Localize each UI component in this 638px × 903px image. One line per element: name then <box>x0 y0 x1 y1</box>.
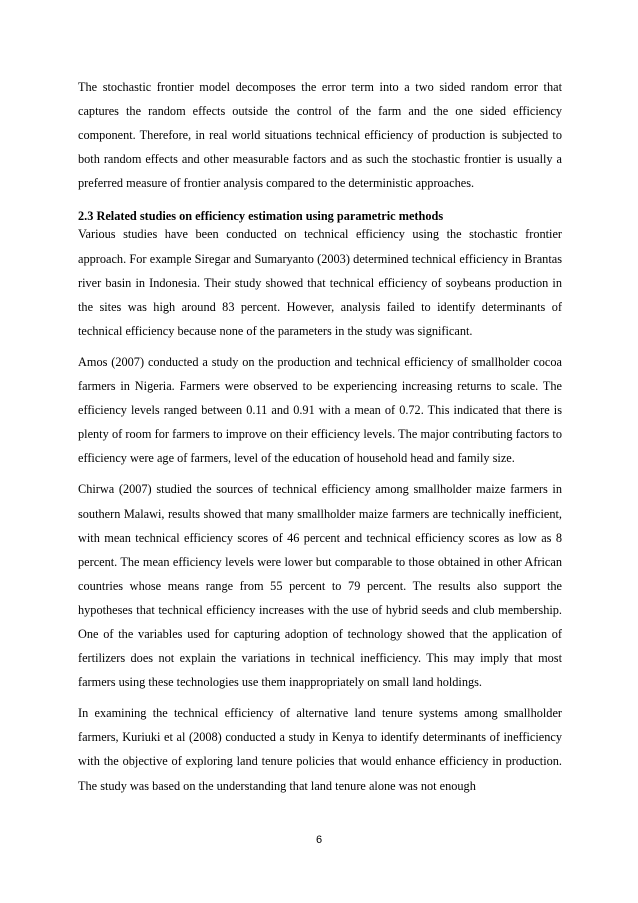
paragraph-amos: Amos (2007) conducted a study on the production and technical efficiency of smallholder cocoa farmers in Nigeria. Farmers were observed to be experiencing increasing returns to scale. The efficiency levels ranged between 0.11 and 0.91 with a mean of 0.72. This indicated that there is plenty of room for farmers to improve on their efficiency levels. The major contributing factors to efficiency were age of farmers, level of the education of household head and family size. <box>78 354 562 466</box>
paragraph-chirwa: Chirwa (2007) studied the sources of technical efficiency among smallholder maize farmers in southern Malawi, results showed that many smallholder maize farmers are technically inefficient, with mean technical efficiency scores of 46 percent and technical efficiency scores as low as 8 percent. The mean efficiency levels were lower but comparable to those obtained in other African countries whose means range from 55 percent to 79 percent. The results also support the hypotheses that technical efficiency increases with the use of hybrid seeds and club membership. One of the variables used for capturing adoption of technology showed that the application of fertilizers does not explain the variations in technical inefficiency. This may imply that most farmers using these technologies use them inappropriately on small land holdings. <box>78 482 562 690</box>
section-heading: 2.3 Related studies on efficiency estimation using parametric methods <box>78 209 444 224</box>
paragraph-kuriuki: In examining the technical efficiency of alternative land tenure systems among smallholder farmers, Kuriuki et al (2008) conducted a study in Kenya to identify determinants of inefficiency with the objective of exploring land tenure policies that would enhance efficiency in production. The study was based on the understanding that land tenure alone was not enough <box>78 706 562 793</box>
page-number: 6 <box>315 834 323 846</box>
paragraph-stochastic-frontier: The stochastic frontier model decomposes the error term into a two sided random error that captures the random effects outside the control of the farm and the one sided efficiency component. Therefore, in real world situations technical efficiency of production is subjected to both random effects and other measurable factors and as such the stochastic frontier is usually a preferred measure of frontier analysis compared to the deterministic approaches. <box>78 80 562 191</box>
document-page <box>78 75 562 798</box>
paragraph-various-studies: Various studies have been conducted on technical efficiency using the stochastic frontier approach. For example Siregar and Sumaryanto (2003) determined technical efficiency in Brantas river basin in Indonesia. Their study showed that technical efficiency of soybeans production in the sites was high around 83 percent. However, analysis failed to identify determinants of technical efficiency because none of the parameters in the study was significant. <box>78 227 562 338</box>
